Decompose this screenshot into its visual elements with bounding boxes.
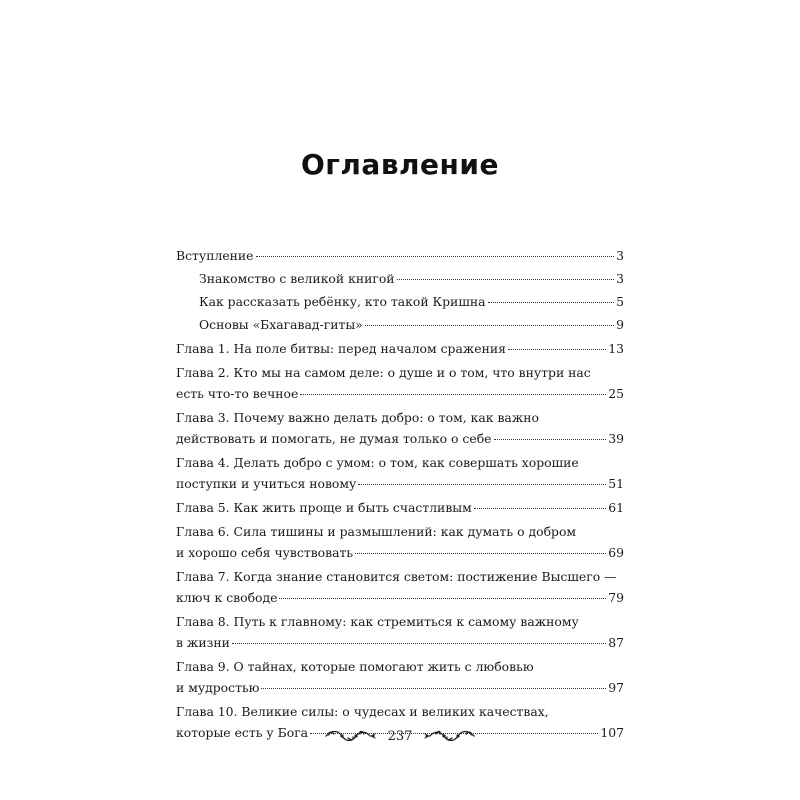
toc-page-number: 39 (608, 431, 624, 446)
toc-line (176, 656, 624, 677)
toc-page-number: 51 (608, 476, 624, 491)
toc-entry-title: Глава 2. Кто мы на самом деле: о душе и о том, что внутри нас (176, 365, 591, 380)
page-title: Оглавление (300, 148, 499, 181)
toc-leader-dots (256, 256, 615, 257)
toc-line (176, 632, 624, 653)
toc-entry-title: в жизни (176, 635, 230, 650)
toc-line (176, 677, 624, 698)
toc-line (176, 407, 624, 428)
toc-line (176, 291, 624, 312)
toc-entry-chapter (176, 656, 624, 698)
toc-line (176, 566, 624, 587)
toc-entry-title: Глава 6. Сила тишины и размышлений: как думать о добром (176, 524, 577, 539)
toc-page-number: 9 (616, 317, 624, 332)
toc-line (176, 268, 624, 289)
toc-entry-title: Как рассказать ребёнку, кто такой Кришна (199, 294, 486, 309)
toc-entry-chapter (176, 497, 624, 518)
table-of-contents (176, 245, 624, 743)
toc-entry-chapter (176, 566, 624, 608)
toc-entry-sub (176, 291, 624, 312)
toc-entry-title: Глава 5. Как жить проще и быть счастливым (176, 500, 472, 515)
toc-page-number: 107 (600, 725, 624, 740)
toc-line (176, 497, 624, 518)
toc-leader-dots (488, 302, 615, 303)
toc-entry-title: Глава 4. Делать добро с умом: о том, как совершать хорошие (176, 455, 579, 470)
toc-leader-dots (355, 553, 606, 554)
toc-entry-title: Глава 10. Великие силы: о чудесах и великих качествах, (176, 704, 549, 719)
toc-leader-dots (279, 598, 606, 599)
toc-entry-chapter (176, 611, 624, 653)
toc-page-number: 79 (608, 590, 624, 605)
toc-line (176, 701, 624, 722)
ornament-left-icon (324, 728, 378, 744)
toc-line (176, 611, 624, 632)
toc-entry-title: поступки и учиться новому (176, 476, 357, 491)
toc-entry-title: действовать и помогать, не думая только о себе (176, 431, 492, 446)
toc-page-number: 69 (608, 545, 624, 560)
toc-page-number: 5 (616, 294, 624, 309)
toc-line (176, 587, 624, 608)
toc-entry-sub (176, 314, 624, 335)
toc-entry-chapter (176, 521, 624, 563)
toc-entry-title: и хорошо себя чувствовать (176, 545, 354, 560)
toc-entry-chapter (176, 338, 624, 359)
toc-entry-title: ключ к свободе (176, 590, 278, 605)
toc-entry-title: Вступление (176, 248, 254, 263)
toc-line (176, 542, 624, 563)
toc-leader-dots (508, 349, 606, 350)
toc-entry-title: которые есть у Бога (176, 725, 309, 740)
toc-leader-dots (397, 279, 615, 280)
toc-line (176, 245, 624, 266)
toc-leader-dots (365, 325, 614, 326)
toc-page-number: 87 (608, 635, 624, 650)
toc-entry-sub (176, 268, 624, 289)
toc-entry-title: Основы «Бхагавад-гиты» (199, 317, 363, 332)
toc-entry-title: есть что-то вечное (176, 386, 299, 401)
toc-line (176, 383, 624, 404)
toc-page-number: 3 (616, 271, 624, 286)
toc-entry-intro (176, 245, 624, 266)
toc-entry-title: Глава 7. Когда знание становится светом: постижение Высшего — (176, 569, 617, 584)
toc-line (176, 428, 624, 449)
page-footer (0, 728, 800, 744)
toc-line (176, 362, 624, 383)
toc-entry-title: Глава 1. На поле битвы: перед началом сражения (176, 341, 506, 356)
toc-line (176, 521, 624, 542)
toc-entry-title: и мудростью (176, 680, 260, 695)
toc-entry-title: Глава 9. О тайнах, которые помогают жить с любовью (176, 659, 534, 674)
toc-page-number: 3 (616, 248, 624, 263)
toc-page-number: 97 (608, 680, 624, 695)
toc-entry-chapter (176, 452, 624, 494)
toc-page-number: 13 (608, 341, 624, 356)
toc-page-number: 25 (608, 386, 624, 401)
toc-leader-dots (358, 484, 606, 485)
toc-entry-title: Знакомство с великой книгой (199, 271, 395, 286)
toc-leader-dots (474, 508, 606, 509)
toc-leader-dots (494, 439, 607, 440)
toc-line (176, 452, 624, 473)
toc-line (176, 314, 624, 335)
page-number: 237 (387, 728, 413, 744)
toc-leader-dots (300, 394, 606, 395)
toc-line (176, 338, 624, 359)
toc-leader-dots (232, 643, 606, 644)
toc-entry-title: Глава 3. Почему важно делать добро: о том, как важно (176, 410, 539, 425)
toc-leader-dots (261, 688, 606, 689)
toc-entry-chapter (176, 407, 624, 449)
toc-entry-chapter (176, 362, 624, 404)
ornament-right-icon (422, 728, 476, 744)
toc-line (176, 473, 624, 494)
toc-entry-title: Глава 8. Путь к главному: как стремиться к самому важному (176, 614, 579, 629)
toc-page-number: 61 (608, 500, 624, 515)
